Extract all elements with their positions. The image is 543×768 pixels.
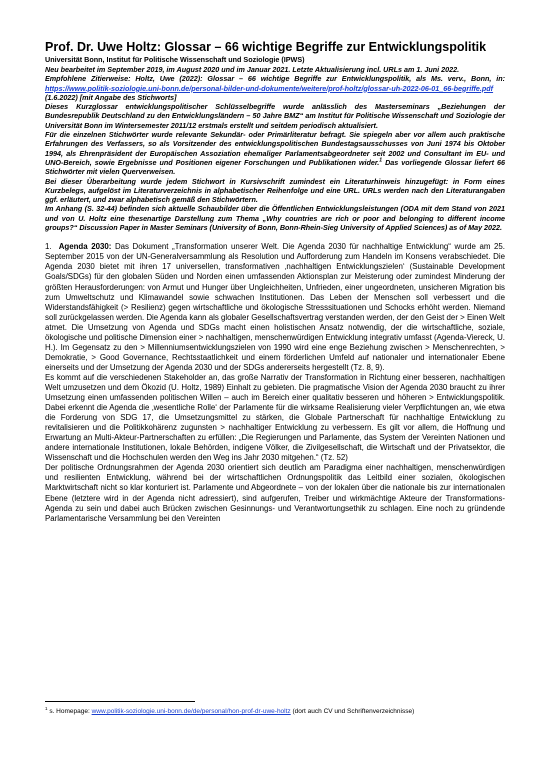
intro-notes <box>45 65 505 232</box>
entry-number: 1. <box>45 242 52 252</box>
footnote-divider <box>45 701 195 702</box>
entry-paragraph-1 <box>45 242 505 373</box>
glossary-entry <box>45 242 505 523</box>
appendix-note: Im Anhang (S. 32-44) befinden sich aktuelle Schaubilder über die Öffentlichen Entwicklungsleistungen (ODA mit dem Stand von 2021 und von U. Holtz eine thesenartige Darstellung zum Thema „Why countries are rich or poor and belonging to different income groups?“ Discussion Paper in Master Seminars (University of Bonn, Bonn-Rhein-Sieg University of Applied Sciences) as of May 2022. <box>45 204 505 233</box>
entry-text-1: Das Dokument „Transformation unserer Welt. Die Agenda 2030 für nachhaltige Entwicklung“ wurde am 25. September 2015 von der UN-Generalversammlung als Resolution und Aufforderung zum Handeln im Konsens verabschiedet. Die Agenda 2030 bietet mit ihren 17 universellen, transformativen ‚nachhaltigen Entwicklungszielen‘ (Sustainable Development Goals/SDGs) für den globalen Süden und Norden einen umfassenden Aktionsplan zur Meisterung oder zumindest Minderung der größten Herausforderungen: von Armut und Hunger über Ungleichheiten, Unfrieden, einer ungeordneten, unsicheren Migration bis zum Umweltschutz und Klimawandel sowie schwachen Institutionen. Das Leben der Menschen soll verbessert und die Widerstandsfähigkeit (> Resilienz) gegen wirtschaftliche und ökologische Stresssituationen und Schocks erhöht werden. Niemand soll zurückgelassen werden. Die Agenda kann als globaler Gesellschaftsvertrag verstanden werden, der den Geist der > Einen Welt atmet. Die Umsetzung von Agenda und SDGs macht einen holistischen Ansatz notwendig, der die wirtschaftliche, soziale, ökologische und politische Dimension einer > nachhaltigen, menschenwürdigen Entwicklung integrativ umfasst (Agenda-Viereck, U. H.). Im Gegensatz zu den > Millenniumsentwicklungszielen von 1990 wird eine enge Beziehung zwischen > Menschenrechten, > Demokratie, > Good Governance, Rechtsstaatlichkeit und einem förderlichen Umfeld auf nationaler und internationaler Ebene einerseits und der Umsetzung der Agenda 2030 und der SDGs andererseits hergestellt (Tz. 8, 9). <box>45 242 505 372</box>
citation-text: Empfohlene Zitierweise: Holtz, Uwe (2022): Glossar – 66 wichtige Begriffe zur Entwicklungspolitik, als Ms. verv., Bonn, in: <box>45 74 505 84</box>
origin-note: Dieses Kurzglossar entwicklungspolitischer Schlüsselbegriffe wurde anlässlich des Masterseminars „Beziehungen der Bundesrepublik Deutschland zu den Entwicklungsländern – 50 Jahre BMZ“ am Institut für Politische Wissenschaft und Soziologie der Universität Bonn im Wintersemester 2011/12 erstmals erstellt und seitdem periodisch aktualisiert. <box>45 102 505 130</box>
institute-subtitle: Universität Bonn, Institut für Politische Wissenschaft und Soziologie (IPWS) <box>45 55 305 64</box>
sources-text: Für die einzelnen Stichwörter wurde relevante Sekundär- oder Primärliteratur befragt. Sie spiegeln aber vor allem auch praktische Erfahrungen des Verfassers, so als Vorsitzender des entwicklungspolitischen Bundestagsausschusses von Juni 1974 bis Oktober 1994, als Ehrenpräsident der Europäischen Assoziation ehemaliger Parlamentsabgeordneter seit 2002 und Consultant im EU- und UNO-Bereich, sowie Ergebnisse und Positionen eigener Forschungen und Publikationen wider. <box>45 130 505 167</box>
sources-text-end: Das vorliegende Glossar liefert 66 Stichwörter mit vielen Querverweisen. <box>45 157 505 177</box>
document-title: Prof. Dr. Uwe Holtz: Glossar – 66 wichtige Begriffe zur Entwicklungspolitik <box>45 40 487 54</box>
footnote-text: s. Homepage: <box>47 708 92 715</box>
document-page <box>45 40 505 760</box>
footnote-number: 1 <box>45 705 48 711</box>
footnote <box>45 705 505 716</box>
citation-link[interactable]: https://www.politik-soziologie.uni-bonn.de/personal-bilder-und-dokumente/weitere/prof-holtz/glossar-uh-2022-06-01_66-begriffe.pdf <box>45 83 494 93</box>
footnote-marker[interactable]: 1 <box>379 157 383 164</box>
citation-note <box>45 74 505 102</box>
revision-note: Neu bearbeitet im September 2019, im August 2020 und im Januar 2021. Letzte Aktualisierung incl. URLs am 1. Juni 2022. <box>45 65 460 74</box>
entry-paragraph-2: Es kommt auf die verschiedenen Stakeholder an, das große Narrativ der Transformation in Richtung einer besseren, nachhaltigen Welt umzusetzen und dem Ökozid (U. Holtz, 1989) Einhalt zu gebieten. Die pragmatische Vision der Agenda 2030 braucht zu ihrer Umsetzung einen umfassenden politischen Willen – auch im Bereich einer qualitativ besseren und höheren > Entwicklungspolitik. Dabei erkennt die Agenda die ‚wesentliche Rolle‘ der Parlamente für die wirksame Realisierung vieler Verpflichtungen an, wie etwa die Forderung von SDG 17, die Umsetzungsmittel zu stärken, die Globale Partnerschaft für nachhaltige Entwicklung zu revitalisieren und die Politikkohärenz zugunsten > nachhaltiger Entwicklung zu verbessern. Es gilt vor allem, die Hoffnung und Erwartung an Multi-Akteur-Partnerschaften zu erfüllen: „Die Regierungen und Parlamente, das System der Vereinten Nationen und andere internationale Institutionen, lokale Behörden, indigene Völker, die Zivilgesellschaft, die Wirtschaft und der Privatsektor, die Wissenschaft und die Hochschulen werden den Weg ins Jahr 2030 mitgehen.“ (Tz. 52) <box>45 372 505 463</box>
entry-term: Agenda 2030: <box>58 242 112 252</box>
citation-date: (1.6.2022) [mit Angabe des Stichworts] <box>45 92 177 102</box>
sources-note <box>45 130 505 176</box>
footnote-text-end: (dort auch CV und Schriftenverzeichnisse) <box>290 708 415 715</box>
footnote-link[interactable]: www.politik-soziologie.uni-bonn.de/de/personal/hon-prof-dr-uwe-holtz <box>91 708 291 715</box>
revision-method-note: Bei dieser Überarbeitung wurde jedem Stichwort in Kursivschrift zumindest ein Literaturhinweis hinzugefügt: in Form eines Kurzbelegs, aufgelöst im Literaturverzeichnis in alphabetischer Reihenfolge und eine URL. URLs werden nach den Literaturangaben ggf. erläutert, und zwar alphabetisch gemäß den Stichwörtern. <box>45 176 505 205</box>
entry-paragraph-3: Der politische Ordnungsrahmen der Agenda 2030 orientiert sich deutlich am Paradigma einer nachhaltigen, menschenwürdigen und resilienten Entwicklung, während bei der wirtschaftlichen Ordnungspolitik das Leitbild einer sozialen, ökologischen Marktwirtschaft nicht so klar konturiert ist. Parlamente und Abgeordnete – von der lokalen über die nationale bis zur internationalen Ebene (letztere wird in der Agenda nicht adressiert), sind aufgerufen, Treiber und wirkmächtige Akteure der Transformations-Agenda zu sein und dabei auch Brücken zwischen Gesinnungs- und Verantwortungsethik zu schlagen. Eine noch zu gründende Parlamentarische Versammlung bei den Vereinten <box>45 463 505 523</box>
